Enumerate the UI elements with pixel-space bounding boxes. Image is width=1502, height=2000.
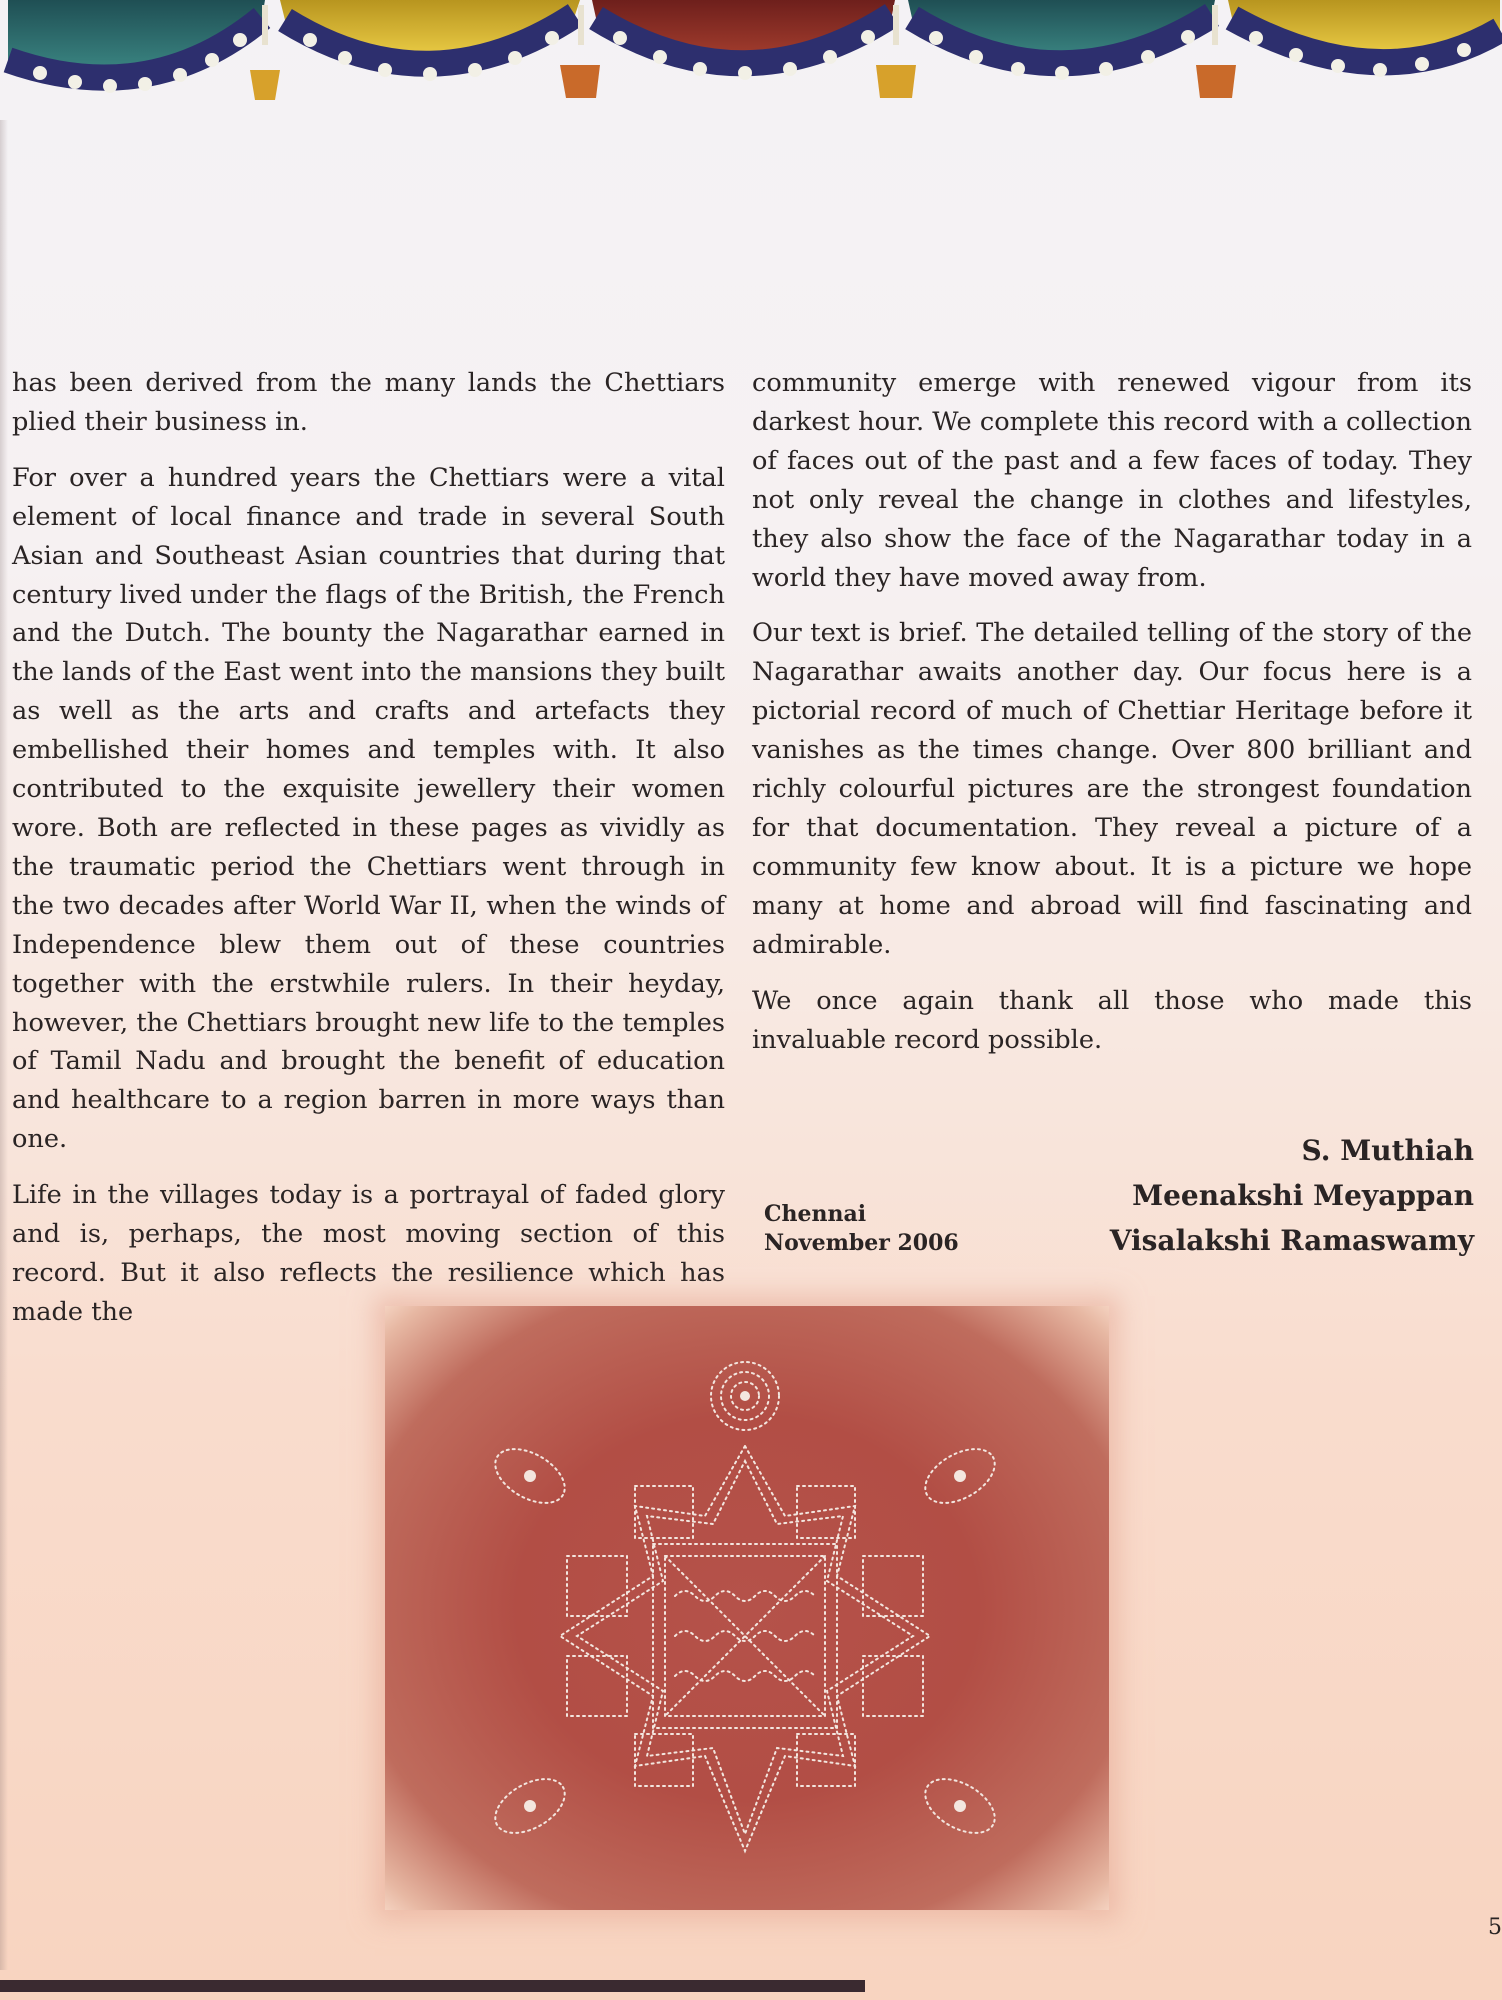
- bottom-rule: [0, 1980, 865, 1992]
- author-name: Meenakshi Meyappan: [1132, 1179, 1474, 1212]
- author-name: Visalakshi Ramaswamy: [1109, 1224, 1474, 1257]
- paragraph: We once again thank all those who made this invaluable record possible.: [752, 985, 1472, 1055]
- decorative-valance-border: [0, 0, 1500, 130]
- paragraph: Life in the villages today is a portrayal of faded glory and is, perhaps, the most moving section of this record. But it also reflects the resilience which has made the: [12, 1180, 725, 1327]
- kolam-pattern: [385, 1306, 1109, 1910]
- page-gutter-shadow: [0, 120, 8, 1970]
- left-text-column: [12, 364, 725, 1349]
- paragraph: has been derived from the many lands the Chettiars plied their business in.: [12, 368, 725, 437]
- paragraph: For over a hundred years the Chettiars were a vital element of local finance and trade in several South Asian and Southeast Asian countries that during that century lived under the flags of the British, the French and the Dutch. The bounty the Nagarathar earned in the lands of the East went into the mansions they built as well as the arts and crafts and artefacts they embellished their homes and temples with. It also contributed to the exquisite jewellery their women wore. Both are reflected in these pages as vividly as the traumatic period the Chettiars went through in the two decades after World War II, when the winds of Independence blew them out of these countries together with the erstwhile rulers. In their heyday, however, the Chettiars brought new life to the temples of Tamil Nadu and brought the benefit of education and healthcare to a region barren in more ways than one.: [12, 462, 725, 1155]
- kolam-illustration: [385, 1306, 1109, 1910]
- author-list: [1110, 1128, 1474, 1263]
- place: Chennai: [764, 1201, 867, 1227]
- author-name: S. Muthiah: [1301, 1134, 1474, 1167]
- right-text-column: [752, 364, 1472, 1076]
- paragraph: community emerge with renewed vigour from its darkest hour. We complete this record with a collection of faces out of the past and a few faces of today. They not only reveal the change in clothes and lifestyles, they also show the face of the Nagarathar today in a world they have moved away from.: [752, 368, 1472, 593]
- place-and-date: [764, 1200, 959, 1258]
- date: November 2006: [764, 1230, 959, 1256]
- paragraph: Our text is brief. The detailed telling of the story of the Nagarathar awaits another day. Our focus here is a pictorial record of much of Chettiar Heritage before it vanishes as the times change. Over 800 brilliant and richly colourful pictures are the strongest foundation for that documentation. They reveal a picture of a community few know about. It is a picture we hope many at home and abroad will find fascinating and admirable.: [752, 618, 1472, 960]
- page-number: 5: [1488, 1915, 1502, 1940]
